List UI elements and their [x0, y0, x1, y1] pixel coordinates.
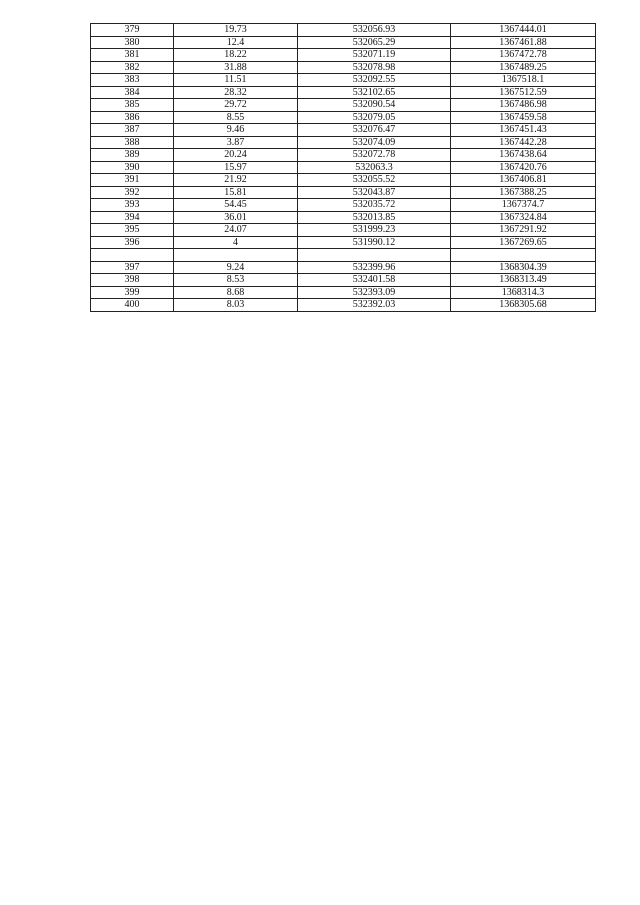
table-row [91, 86, 596, 99]
y-coordinate-cell: 1367459.58 [451, 111, 596, 124]
x-coordinate-cell: 532079.05 [298, 111, 451, 124]
x-coordinate-cell: 532072.78 [298, 149, 451, 162]
length-cell: 20.24 [174, 149, 298, 162]
length-cell: 9.46 [174, 124, 298, 137]
coordinates-table-body [91, 24, 596, 312]
y-coordinate-cell: 1367374.7 [451, 199, 596, 212]
x-coordinate-cell: 531999.23 [298, 224, 451, 237]
table-row [91, 199, 596, 212]
length-cell: 11.51 [174, 74, 298, 87]
point-id-cell: 399 [91, 286, 174, 299]
x-coordinate-cell [298, 249, 451, 262]
length-cell: 28.32 [174, 86, 298, 99]
table-row [91, 124, 596, 137]
table-row [91, 261, 596, 274]
length-cell: 18.22 [174, 49, 298, 62]
point-id-cell: 384 [91, 86, 174, 99]
point-id-cell: 381 [91, 49, 174, 62]
point-id-cell: 395 [91, 224, 174, 237]
table-row [91, 74, 596, 87]
table-row [91, 299, 596, 312]
y-coordinate-cell: 1367442.28 [451, 136, 596, 149]
point-id-cell: 387 [91, 124, 174, 137]
y-coordinate-cell: 1367291.92 [451, 224, 596, 237]
length-cell: 54.45 [174, 199, 298, 212]
point-id-cell: 380 [91, 36, 174, 49]
point-id-cell: 385 [91, 99, 174, 112]
length-cell: 8.53 [174, 274, 298, 287]
x-coordinate-cell: 532399.96 [298, 261, 451, 274]
x-coordinate-cell: 532393.09 [298, 286, 451, 299]
length-cell: 12.4 [174, 36, 298, 49]
point-id-cell: 397 [91, 261, 174, 274]
table-row [91, 249, 596, 262]
length-cell: 15.81 [174, 186, 298, 199]
length-cell: 3.87 [174, 136, 298, 149]
y-coordinate-cell [451, 249, 596, 262]
x-coordinate-cell: 532071.19 [298, 49, 451, 62]
x-coordinate-cell: 532076.47 [298, 124, 451, 137]
table-row [91, 149, 596, 162]
x-coordinate-cell: 532102.65 [298, 86, 451, 99]
x-coordinate-cell: 532065.29 [298, 36, 451, 49]
length-cell: 15.97 [174, 161, 298, 174]
table-row [91, 49, 596, 62]
length-cell: 36.01 [174, 211, 298, 224]
point-id-cell: 398 [91, 274, 174, 287]
table-row [91, 186, 596, 199]
point-id-cell: 383 [91, 74, 174, 87]
point-id-cell: 392 [91, 186, 174, 199]
y-coordinate-cell: 1368314.3 [451, 286, 596, 299]
table-row [91, 61, 596, 74]
table-row [91, 274, 596, 287]
table-row [91, 111, 596, 124]
length-cell: 8.68 [174, 286, 298, 299]
length-cell: 21.92 [174, 174, 298, 187]
point-id-cell: 388 [91, 136, 174, 149]
point-id-cell: 391 [91, 174, 174, 187]
x-coordinate-cell: 532056.93 [298, 24, 451, 37]
coordinates-table [90, 23, 596, 312]
table-row [91, 99, 596, 112]
y-coordinate-cell: 1367269.65 [451, 236, 596, 249]
point-id-cell: 394 [91, 211, 174, 224]
x-coordinate-cell: 532013.85 [298, 211, 451, 224]
x-coordinate-cell: 532092.55 [298, 74, 451, 87]
y-coordinate-cell: 1367444.01 [451, 24, 596, 37]
table-row [91, 211, 596, 224]
y-coordinate-cell: 1367461.88 [451, 36, 596, 49]
y-coordinate-cell: 1367324.84 [451, 211, 596, 224]
table-row [91, 24, 596, 37]
length-cell [174, 249, 298, 262]
point-id-cell [91, 249, 174, 262]
x-coordinate-cell: 532055.52 [298, 174, 451, 187]
length-cell: 31.88 [174, 61, 298, 74]
table-row [91, 174, 596, 187]
x-coordinate-cell: 532090.54 [298, 99, 451, 112]
y-coordinate-cell: 1367486.98 [451, 99, 596, 112]
y-coordinate-cell: 1367388.25 [451, 186, 596, 199]
length-cell: 19.73 [174, 24, 298, 37]
x-coordinate-cell: 532063.3 [298, 161, 451, 174]
point-id-cell: 393 [91, 199, 174, 212]
y-coordinate-cell: 1368304.39 [451, 261, 596, 274]
point-id-cell: 389 [91, 149, 174, 162]
length-cell: 8.55 [174, 111, 298, 124]
y-coordinate-cell: 1367489.25 [451, 61, 596, 74]
length-cell: 4 [174, 236, 298, 249]
x-coordinate-cell: 532043.87 [298, 186, 451, 199]
y-coordinate-cell: 1368313.49 [451, 274, 596, 287]
table-row [91, 224, 596, 237]
y-coordinate-cell: 1367420.76 [451, 161, 596, 174]
x-coordinate-cell: 532074.09 [298, 136, 451, 149]
y-coordinate-cell: 1368305.68 [451, 299, 596, 312]
table-row [91, 161, 596, 174]
y-coordinate-cell: 1367512.59 [451, 86, 596, 99]
x-coordinate-cell: 531990.12 [298, 236, 451, 249]
y-coordinate-cell: 1367438.64 [451, 149, 596, 162]
x-coordinate-cell: 532401.58 [298, 274, 451, 287]
table-row [91, 36, 596, 49]
length-cell: 24.07 [174, 224, 298, 237]
point-id-cell: 396 [91, 236, 174, 249]
y-coordinate-cell: 1367451.43 [451, 124, 596, 137]
table-row [91, 236, 596, 249]
x-coordinate-cell: 532078.98 [298, 61, 451, 74]
x-coordinate-cell: 532392.03 [298, 299, 451, 312]
point-id-cell: 379 [91, 24, 174, 37]
y-coordinate-cell: 1367518.1 [451, 74, 596, 87]
length-cell: 8.03 [174, 299, 298, 312]
length-cell: 9.24 [174, 261, 298, 274]
table-row [91, 286, 596, 299]
length-cell: 29.72 [174, 99, 298, 112]
point-id-cell: 386 [91, 111, 174, 124]
x-coordinate-cell: 532035.72 [298, 199, 451, 212]
point-id-cell: 382 [91, 61, 174, 74]
y-coordinate-cell: 1367472.78 [451, 49, 596, 62]
y-coordinate-cell: 1367406.81 [451, 174, 596, 187]
point-id-cell: 400 [91, 299, 174, 312]
point-id-cell: 390 [91, 161, 174, 174]
table-row [91, 136, 596, 149]
